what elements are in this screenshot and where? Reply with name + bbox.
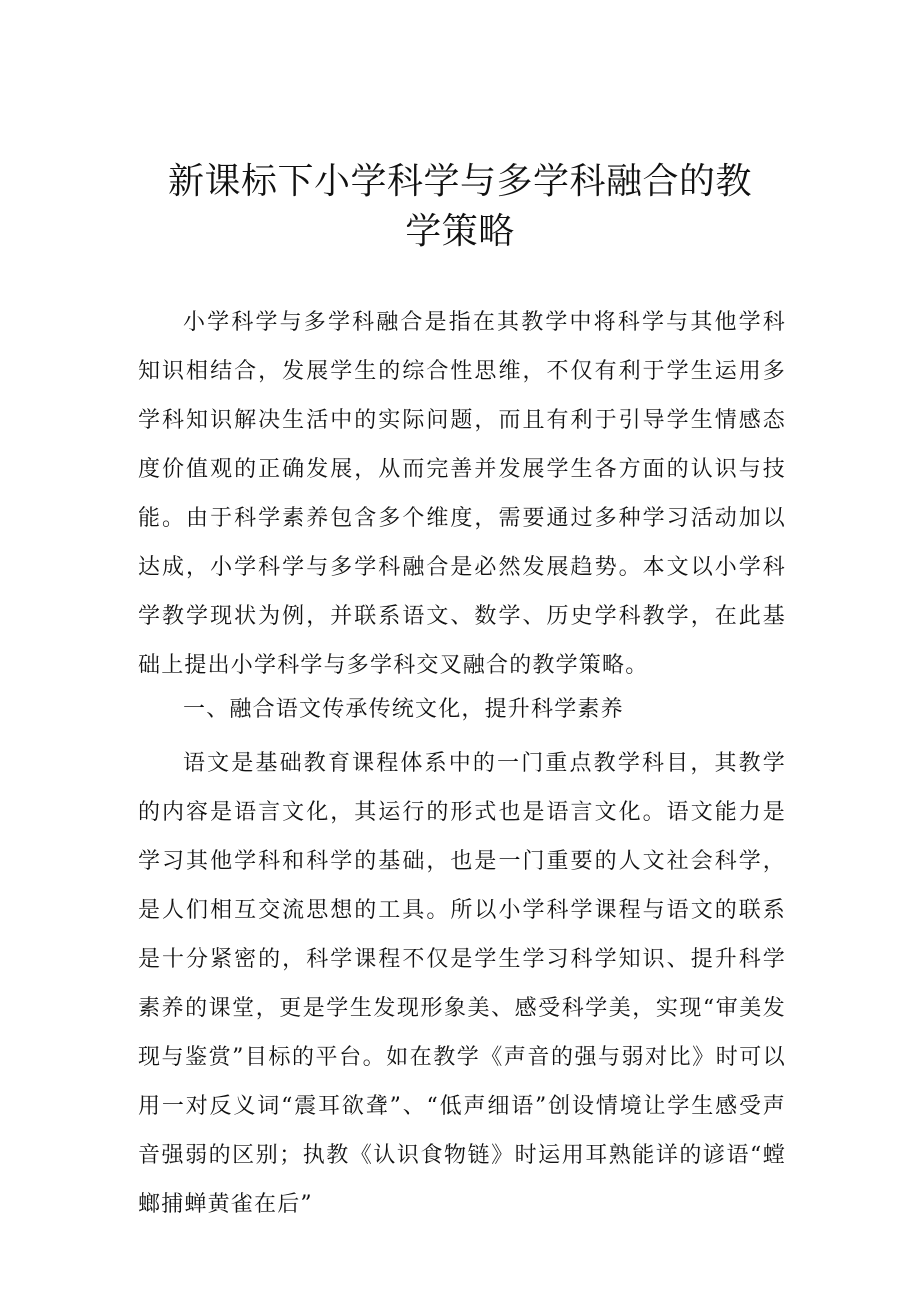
intro-paragraph: 小学科学与多学科融合是指在其教学中将科学与其他学科知识相结合，发展学生的综合性思维，不仅有利于学生运用多学科知识解决生活中的实际问题，而且有利于引导学生情感态度价值观的正确发展，从而完善并发展学生各方面的认识与技能。由于科学素养包含多个维度，需要通过多种学习活动加以达成，小学科学与多学科融合是必然发展趋势。本文以小学科学教学现状为例，并联系语文、数学、历史学科教学，在此基础上提出小学科学与多学科交叉融合的教学策略。 <box>138 310 786 678</box>
document-title: 新课标下小学科学与多学科融合的教学策略 <box>167 161 752 252</box>
section-heading: 一、融合语文传承传统文化，提升科学素养 <box>183 697 624 722</box>
section-paragraph: 语文是基础教育课程体系中的一门重点教学科目，其教学的内容是语言文化，其运行的形式也是语言文化。语文能力是学习其他学科和科学的基础，也是一门重要的人文社会科学，是人们相互交流思想的工具。所以小学科学课程与语文的联系是十分紧密的，科学课程不仅是学生学习科学知识、提升科学素养的课堂，更是学生发现形象美、感受科学美，实现“审美发现与鉴赏”目标的平台。如在教学《声音的强与弱对比》时可以用一对反义词“震耳欲聋”、“低声细语”创设情境让学生感受声音强弱的区别；执教《认识食物链》时运用耳熟能详的谚语“螳螂捕蝉黄雀在后” <box>138 751 786 1217</box>
